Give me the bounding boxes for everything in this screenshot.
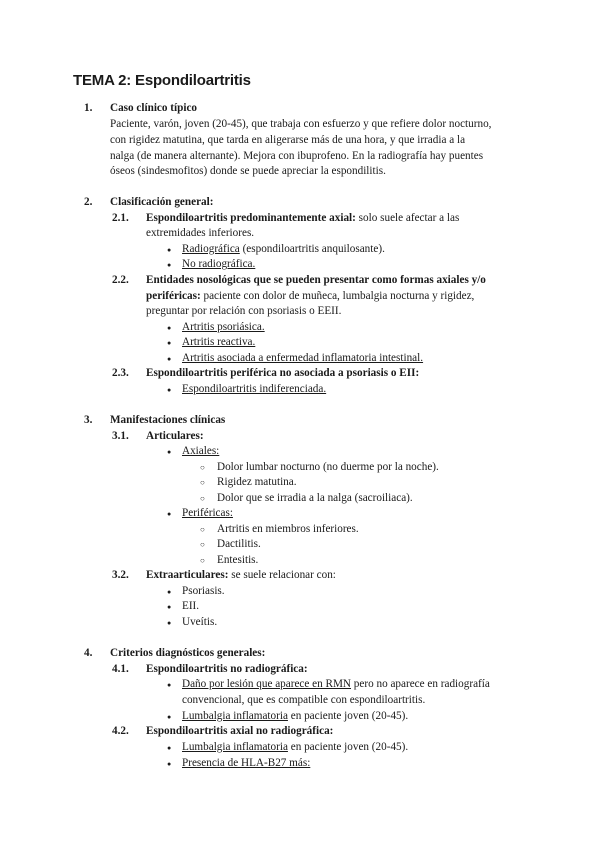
- list-item-continuation: convencional, que es compatible con espondiloartritis.: [182, 694, 426, 706]
- list-item: Psoriasis.: [182, 585, 225, 597]
- list-item: Artritis asociada a enfermedad inflamatoria intestinal.: [182, 352, 424, 364]
- bullet-icon: ●: [167, 760, 172, 768]
- sub-list-item: Entesitis.: [217, 554, 259, 566]
- section-1-number: 1.: [84, 102, 93, 114]
- bullet-icon: ●: [167, 261, 172, 269]
- section-1-line-4: óseos (sindesmofitos) donde se puede apreciar la espondilitis.: [110, 165, 386, 177]
- section-2-1-line-2: extremidades inferiores.: [146, 227, 255, 239]
- circle-bullet-icon: ○: [200, 478, 205, 487]
- section-3-heading: Manifestaciones clínicas: [110, 414, 226, 426]
- list-item: Periféricas:: [182, 507, 233, 519]
- sub-list-item: Dolor lumbar nocturno (no duerme por la noche).: [217, 461, 439, 473]
- section-2-3-heading: Espondiloartritis periférica no asociada a psoriasis o EII:: [146, 367, 420, 379]
- section-3-1-heading: Articulares:: [146, 430, 204, 442]
- section-1-heading: Caso clínico típico: [110, 102, 198, 114]
- section-3-2-rest: se suele relacionar con:: [228, 569, 336, 581]
- list-item: Uveítis.: [182, 616, 218, 628]
- section-4-2-number: 4.2.: [112, 725, 129, 737]
- section-4-1-number: 4.1.: [112, 663, 129, 675]
- section-2-1-line-1: [146, 211, 528, 226]
- bullet-icon: ●: [167, 744, 172, 752]
- list-item: [182, 677, 528, 692]
- section-2-2-rest: paciente con dolor de muñeca, lumbalgia nocturna y rigidez,: [200, 290, 475, 302]
- section-4-number: 4.: [84, 647, 93, 659]
- section-3-1-number: 3.1.: [112, 430, 129, 442]
- section-2-heading: Clasificación general:: [110, 196, 214, 208]
- list-item: Espondiloartritis indiferenciada.: [182, 383, 327, 395]
- list-item: [182, 740, 528, 755]
- section-3-2-heading: [146, 568, 528, 583]
- bullet-icon: ●: [167, 339, 172, 347]
- bullet-icon: ●: [167, 603, 172, 611]
- section-2-2-line-3: preguntar por relación con psoriasis o EEII.: [146, 305, 342, 317]
- bullet-icon: ●: [167, 246, 172, 254]
- bullet-icon: ●: [167, 386, 172, 394]
- bullet-icon: ●: [167, 324, 172, 332]
- list-item: Presencia de HLA-B27 más:: [182, 757, 311, 769]
- circle-bullet-icon: ○: [200, 525, 205, 534]
- bullet-icon: ●: [167, 681, 172, 689]
- list-item: Artritis reactiva.: [182, 336, 256, 348]
- list-item-rest: pero no aparece en radiografía: [351, 678, 490, 690]
- section-2-2-line-1: Entidades nosológicas que se pueden presentar como formas axiales y/o: [146, 274, 486, 286]
- list-item-underlined: Lumbalgia inflamatoria: [182, 741, 288, 753]
- section-2-2-number: 2.2.: [112, 274, 129, 286]
- section-3-2-bold: Extraarticulares:: [146, 569, 229, 581]
- list-item: Artritis psoriásica.: [182, 321, 265, 333]
- list-item-underlined: Lumbalgia inflamatoria: [182, 710, 288, 722]
- list-item: [182, 242, 528, 257]
- list-item-rest: (espondiloartritis anquilosante).: [239, 243, 385, 255]
- page-title: TEMA 2: Espondiloartritis: [73, 72, 251, 89]
- section-4-1-heading: Espondiloartritis no radiográfica:: [146, 663, 308, 675]
- section-3-number: 3.: [84, 414, 93, 426]
- section-2-2-bold: periféricas:: [146, 290, 201, 302]
- circle-bullet-icon: ○: [200, 556, 205, 565]
- section-1-line-3: nalga (de manera alternante). Mejora con ibuprofeno. En la radiografía hay puentes: [110, 150, 484, 162]
- bullet-icon: ●: [167, 588, 172, 596]
- list-item: Axiales:: [182, 445, 220, 457]
- list-item-underlined: Daño por lesión que aparece en RMN: [182, 678, 351, 690]
- section-4-heading: Criterios diagnósticos generales:: [110, 647, 266, 659]
- bullet-icon: ●: [167, 619, 172, 627]
- section-2-2-line-2: [146, 289, 528, 304]
- sub-list-item: Artritis en miembros inferiores.: [217, 523, 359, 535]
- bullet-icon: ●: [167, 713, 172, 721]
- list-item: [182, 709, 528, 724]
- sub-list-item: Dactilitis.: [217, 538, 261, 550]
- section-1-line-1: Paciente, varón, joven (20-45), que trabaja con esfuerzo y que refiere dolor nocturno,: [110, 118, 492, 130]
- section-4-2-heading: Espondiloartritis axial no radiográfica:: [146, 725, 334, 737]
- list-item-rest: en paciente joven (20-45).: [287, 710, 409, 722]
- list-item: EII.: [182, 600, 200, 612]
- list-item-rest: en paciente joven (20-45).: [287, 741, 409, 753]
- list-item: No radiográfica.: [182, 258, 256, 270]
- circle-bullet-icon: ○: [200, 494, 205, 503]
- bullet-icon: ●: [167, 355, 172, 363]
- circle-bullet-icon: ○: [200, 540, 205, 549]
- section-2-1-number: 2.1.: [112, 212, 129, 224]
- section-2-1-bold: Espondiloartritis predominantemente axial:: [146, 212, 356, 224]
- section-2-1-rest: solo suele afectar a las: [355, 212, 460, 224]
- section-1-line-2: con rigidez matutina, que tarda en aligerarse más de una hora, y que irradia a la: [110, 134, 466, 146]
- section-2-3-number: 2.3.: [112, 367, 129, 379]
- sub-list-item: Rigidez matutina.: [217, 476, 297, 488]
- section-3-2-number: 3.2.: [112, 569, 129, 581]
- section-2-number: 2.: [84, 196, 93, 208]
- circle-bullet-icon: ○: [200, 463, 205, 472]
- list-item-underlined: Radiográfica: [182, 243, 240, 255]
- bullet-icon: ●: [167, 510, 172, 518]
- sub-list-item: Dolor que se irradia a la nalga (sacroiliaca).: [217, 492, 413, 504]
- bullet-icon: ●: [167, 448, 172, 456]
